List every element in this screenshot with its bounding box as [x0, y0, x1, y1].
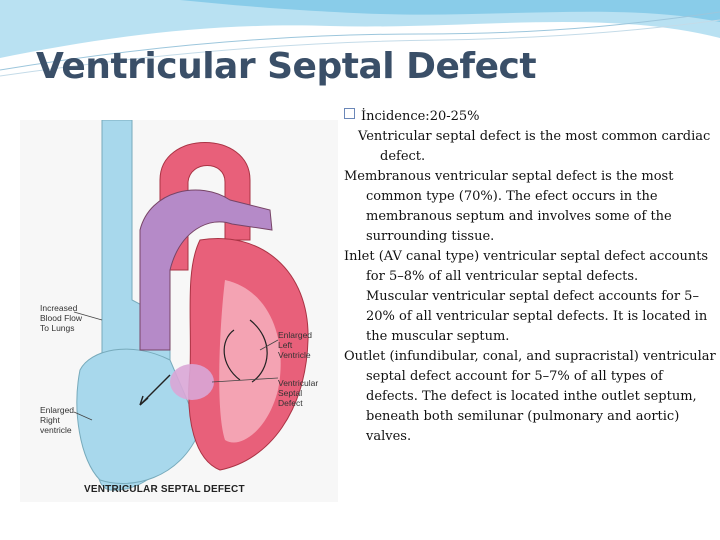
label-ventricular-septal-defect: Ventricular Septal Defect — [278, 378, 319, 408]
inlet-text: accounts for 5–8% of all ventricular septal defects. — [366, 249, 709, 284]
outlet-heading: Outlet (infundibular, conal, and supracristal) ventricular septal defect — [344, 349, 716, 384]
label-enlarged-right-ventricle: Enlarged Right ventricle — [40, 405, 75, 435]
outlet-text: account for 5–7% of all types of defects. The defect is located inthe outlet septum, beneath both semilunar (pulmonary and aortic) valves. — [366, 369, 697, 444]
membranous-heading: Membranous ventricular septal defect — [344, 169, 597, 184]
slide-title: Ventricular Septal Defect — [36, 46, 537, 87]
bullet-incidence — [344, 107, 718, 127]
membranous-paragraph — [344, 167, 718, 247]
intro-paragraph: Ventricular septal defect is the most common cardiac defect. — [358, 129, 711, 164]
label-enlarged-left-ventricle: Enlarged Left Ventricle — [278, 330, 313, 360]
incidence-text: İncidence:20-25% — [361, 109, 480, 124]
muscular-paragraph: Muscular ventricular septal defect accounts for 5–20% of all ventricular septal defects. It is located in the muscular septum. — [366, 289, 708, 344]
inlet-paragraph — [344, 247, 718, 287]
outlet-paragraph — [344, 347, 718, 447]
diagram-caption: VENTRICULAR SEPTAL DEFECT — [84, 484, 245, 495]
label-increased-blood-flow: Increased Blood Flow To Lungs — [40, 303, 83, 333]
square-bullet-icon — [344, 108, 355, 119]
inlet-heading: Inlet (AV canal type) ventricular septal defect — [344, 249, 646, 264]
membranous-text: is the most common type (70%). The efect occurs in the membranous septum and involves some of the surrounding tissue. — [366, 169, 674, 244]
content-text — [344, 107, 718, 447]
